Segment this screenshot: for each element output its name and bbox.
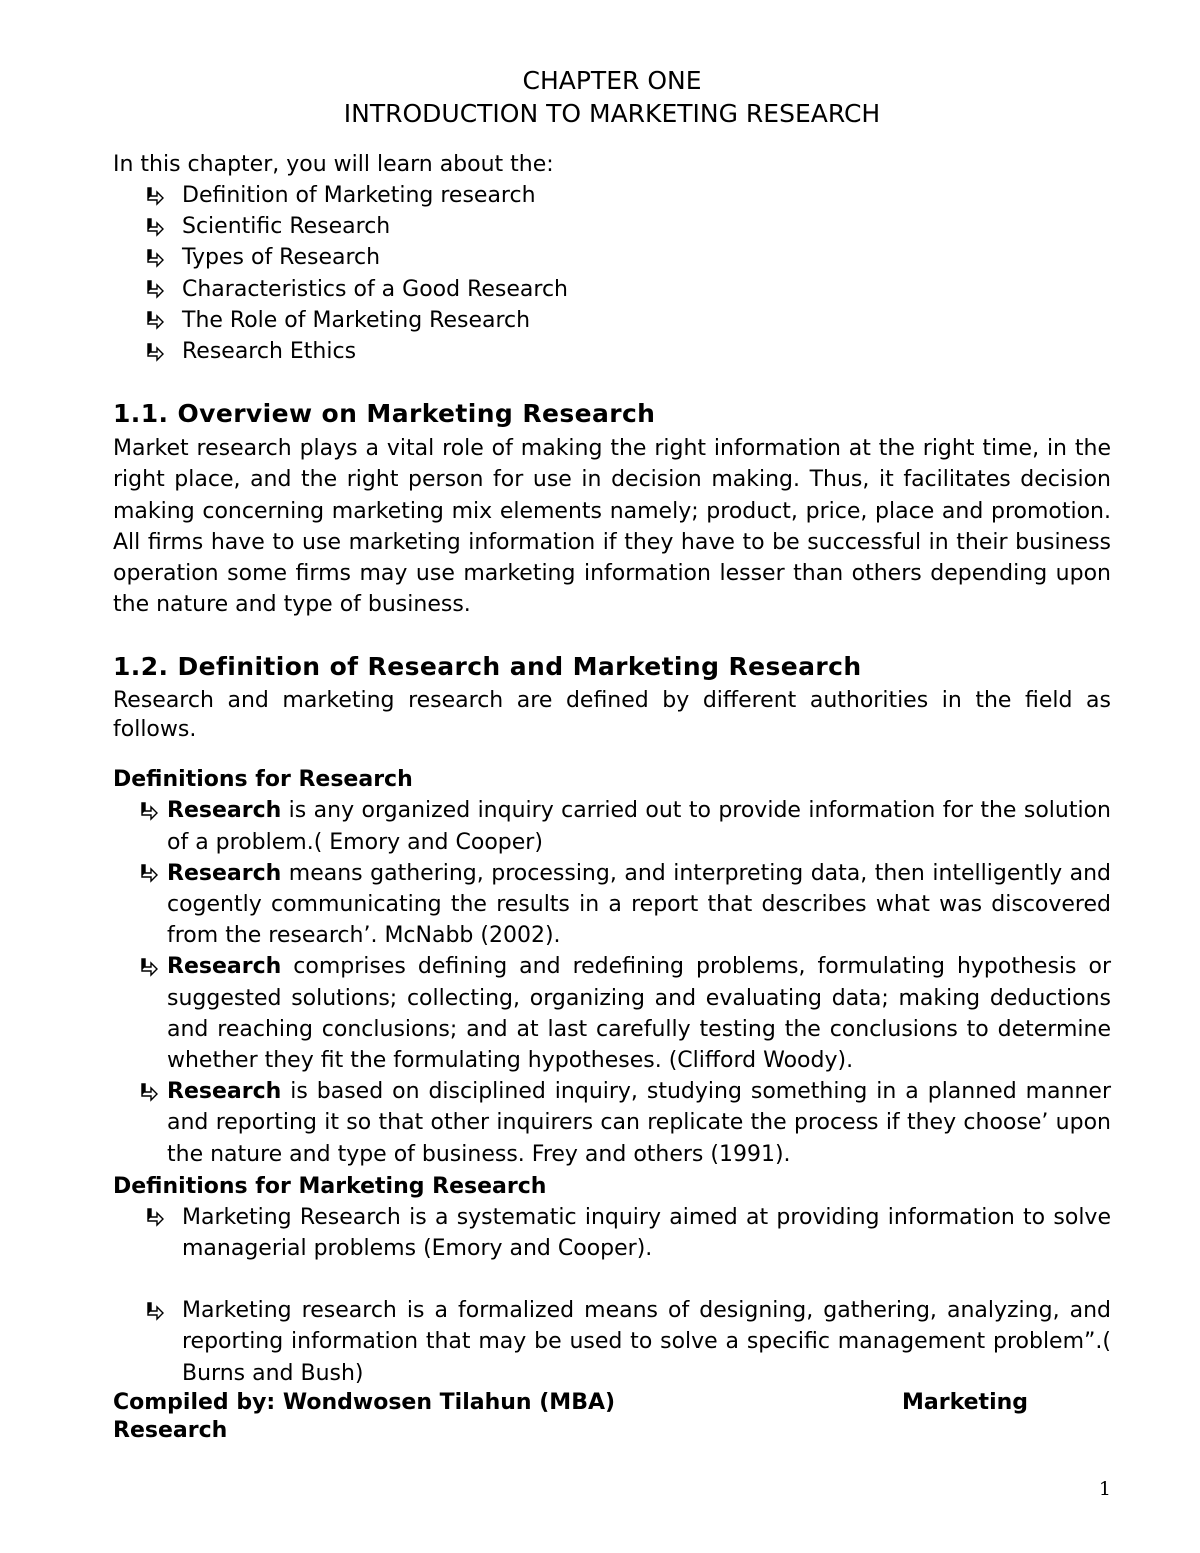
arrow-bullet-icon <box>144 336 166 367</box>
document-page <box>113 64 1111 1445</box>
list-item: Types of Research <box>113 242 1111 273</box>
chapter-title: INTRODUCTION TO MARKETING RESEARCH <box>343 99 881 128</box>
subheading-definitions-marketing: Definitions for Marketing Research <box>113 1173 547 1199</box>
arrow-bullet-icon <box>138 1076 160 1107</box>
list-item: Characteristics of a Good Research <box>113 274 1111 305</box>
subheading-definitions-research: Definitions for Research <box>113 767 413 793</box>
footer-course-name-wrap: Research <box>113 1417 228 1443</box>
arrow-bullet-icon <box>144 274 166 305</box>
page-number: 1 <box>1098 1478 1111 1500</box>
list-item: Definition of Marketing research <box>113 180 1111 211</box>
intro-list <box>113 180 1111 367</box>
list-item: The Role of Marketing Research <box>113 305 1111 336</box>
arrow-bullet-icon <box>144 1202 166 1233</box>
list-item: Research comprises defining and redefining problems, formulating hypothesis or suggested solutions; collecting, organizing and evaluating data; making deductions and reaching conclusions; and at last carefully testing the conclusions to determine whether they fit the formulating hypotheses. (Clifford Woody). <box>113 951 1111 1076</box>
list-item: Research is based on disciplined inquiry, studying something in a planned manner and reporting it so that other inquirers can replicate the process if they choose’ upon the nature and type of business. Frey and others (1991). <box>113 1076 1111 1170</box>
footer-compiled-by: Compiled by: Wondwosen Tilahun (MBA) <box>113 1389 616 1415</box>
definitions-research-list <box>113 795 1111 1169</box>
list-item: Marketing Research is a systematic inquiry aimed at providing information to solve managerial problems (Emory and Cooper). <box>113 1202 1111 1264</box>
list-item: Marketing research is a formalized means of designing, gathering, analyzing, and reporting information that may be used to solve a specific management problem”.( Burns and Bush) <box>113 1295 1111 1389</box>
section-heading-definition: 1.2. Definition of Research and Marketing Research <box>113 652 862 682</box>
footer-course-name: Marketing <box>902 1389 1029 1415</box>
list-item: Research Ethics <box>113 336 1111 367</box>
list-item: Research is any organized inquiry carried out to provide information for the solution of a problem.( Emory and Cooper) <box>113 795 1111 857</box>
footer <box>113 1389 1111 1445</box>
section-body-overview: Market research plays a vital role of making the right information at the right time, in the right place, and the right person for use in decision making. Thus, it facilitates decision making concerning marketing mix elements namely; product, price, place and promotion. All firms have to use marketing information if they have to be successful in their business operation some firms may use marketing information lesser than others depending upon the nature and type of business. <box>113 436 1111 618</box>
arrow-bullet-icon <box>138 858 160 889</box>
arrow-bullet-icon <box>144 1295 166 1326</box>
arrow-bullet-icon <box>144 305 166 336</box>
list-item: Scientific Research <box>113 211 1111 242</box>
arrow-bullet-icon <box>144 242 166 273</box>
section-body-definition: Research and marketing research are defined by different authorities in the field as follows. <box>113 688 1111 743</box>
arrow-bullet-icon <box>138 951 160 982</box>
arrow-bullet-icon <box>144 211 166 242</box>
list-item: Research means gathering, processing, and interpreting data, then intelligently and cogently communicating the results in a report that describes what was discovered from the research’. McNabb (2002). <box>113 858 1111 952</box>
arrow-bullet-icon <box>144 180 166 211</box>
intro-lead: In this chapter, you will learn about the: <box>113 152 554 177</box>
definitions-marketing-list <box>113 1202 1111 1389</box>
arrow-bullet-icon <box>138 795 160 826</box>
chapter-label: CHAPTER ONE <box>522 66 702 95</box>
section-heading-overview: 1.1. Overview on Marketing Research <box>113 399 656 429</box>
